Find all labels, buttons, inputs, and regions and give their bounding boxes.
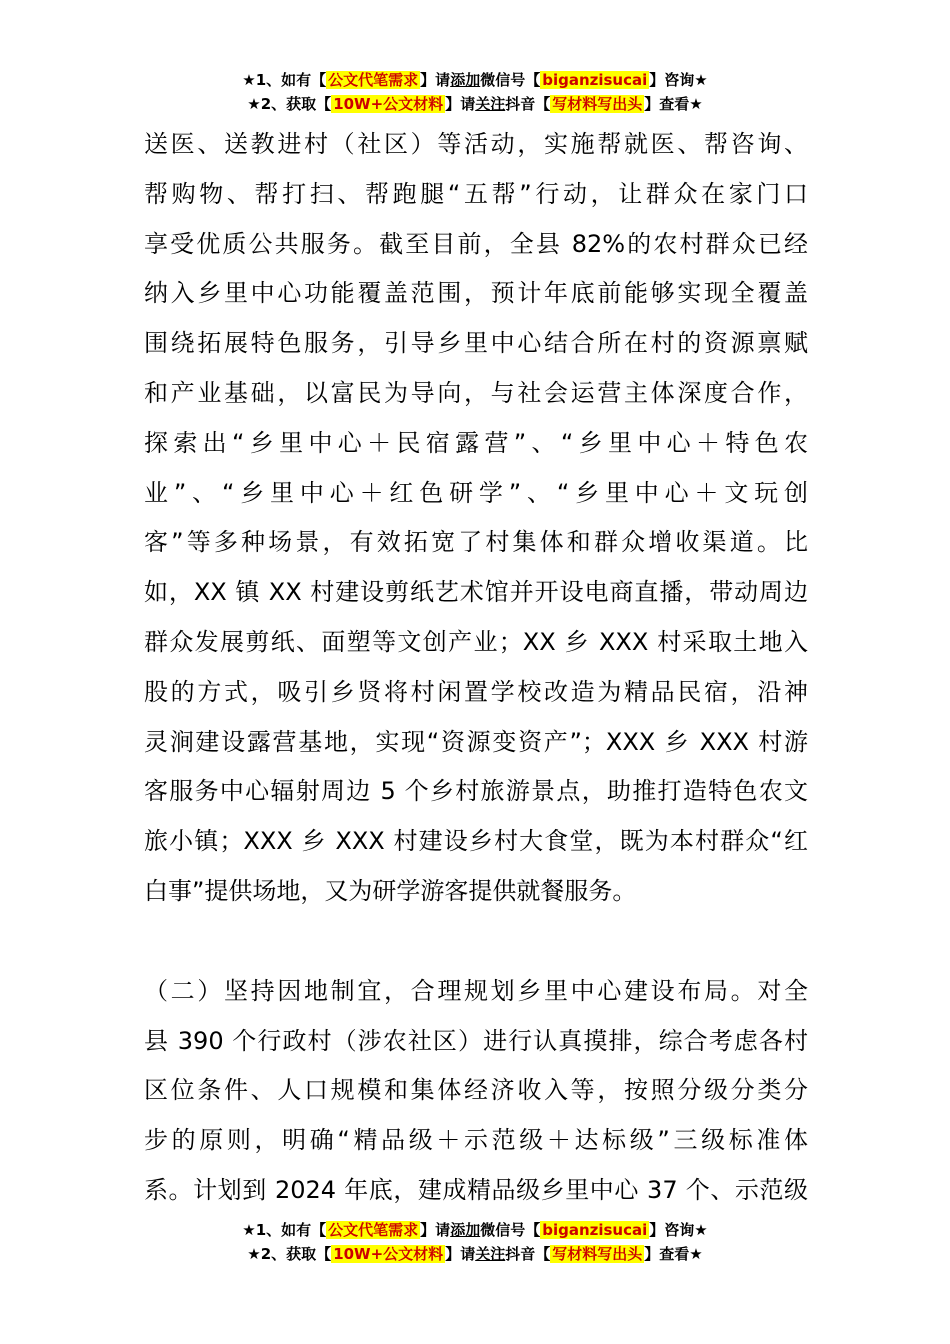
banner-line-1 xyxy=(0,1218,950,1242)
highlight-text: biganzisucai xyxy=(542,1221,648,1239)
banner-text: ★2、获取【 xyxy=(247,1245,332,1263)
banner-text: 】请 xyxy=(445,95,476,113)
text-line: 业”、“乡里中心＋红色研学”、“乡里中心＋文玩创 xyxy=(144,478,808,507)
text-line: 县 390 个行政村（涉农社区）进行认真摸排，综合考虑各村 xyxy=(144,1026,808,1055)
header-banner xyxy=(0,68,950,116)
highlight-text: 公文代笔需求 xyxy=(328,71,419,89)
text-line: 和产业基础，以富民为导向，与社会运营主体深度合作， xyxy=(144,378,808,407)
banner-text: ★1、如有【 xyxy=(242,1221,327,1239)
underlined-text: 添加 xyxy=(450,1221,481,1239)
paragraph-1 xyxy=(144,120,808,917)
banner-line-2 xyxy=(0,1242,950,1266)
highlight-text: biganzisucai xyxy=(542,71,648,89)
banner-text: 】请 xyxy=(420,1221,451,1239)
banner-line-2 xyxy=(0,92,950,116)
text-line: 纳入乡里中心功能覆盖范围，预计年底前能够实现全覆盖 xyxy=(144,279,808,308)
text-line: 客服务中心辐射周边 5 个乡村旅游景点，助推打造特色农文 xyxy=(144,777,808,806)
footer-banner xyxy=(0,1218,950,1266)
banner-line-1 xyxy=(0,68,950,92)
banner-text: ★1、如有【 xyxy=(242,71,327,89)
banner-text: 抖音【 xyxy=(505,95,551,113)
text-line: 送医、送教进村（社区）等活动，实施帮就医、帮咨询、 xyxy=(144,130,808,158)
text-line: 围绕拓展特色服务，引导乡里中心结合所在村的资源禀赋 xyxy=(144,329,808,358)
text-line: 步的原则，明确“精品级＋示范级＋达标级”三级标准体 xyxy=(144,1126,808,1155)
highlight-text: 写材料写出头 xyxy=(552,1245,643,1263)
banner-text: 微信号【 xyxy=(480,1221,541,1239)
banner-text: 】咨询★ xyxy=(649,1221,708,1239)
paragraph-2 xyxy=(144,967,808,1216)
banner-text: 】查看★ xyxy=(644,1245,703,1263)
underlined-text: 关注 xyxy=(475,1245,506,1263)
highlight-text: 写材料写出头 xyxy=(552,95,643,113)
text-line: 区位条件、人口规模和集体经济收入等，按照分级分类分 xyxy=(144,1076,808,1105)
text-line: 客”等多种场景，有效拓宽了村集体和群众增收渠道。比 xyxy=(144,528,808,557)
banner-text: 微信号【 xyxy=(480,71,541,89)
underlined-text: 添加 xyxy=(450,71,481,89)
document-body xyxy=(144,120,808,1216)
text-line: 白事”提供场地，又为研学游客提供就餐服务。 xyxy=(144,876,637,905)
text-line: 享受优质公共服务。截至目前，全县 82%的农村群众已经 xyxy=(144,229,808,258)
banner-text: ★2、获取【 xyxy=(247,95,332,113)
banner-text: 】咨询★ xyxy=(649,71,708,89)
text-line: 帮购物、帮打扫、帮跑腿“五帮”行动，让群众在家门口 xyxy=(144,179,808,208)
underlined-text: 关注 xyxy=(475,95,506,113)
text-line: 股的方式，吸引乡贤将村闲置学校改造为精品民宿，沿神 xyxy=(144,677,808,706)
highlight-text: 10W+公文材料 xyxy=(333,95,444,113)
highlight-text: 公文代笔需求 xyxy=(328,1221,419,1239)
banner-text: 】请 xyxy=(445,1245,476,1263)
text-line: （二）坚持因地制宜，合理规划乡里中心建设布局。对全 xyxy=(144,976,808,1005)
text-line: 旅小镇；XXX 乡 XXX 村建设乡村大食堂，既为本村群众“红 xyxy=(144,827,808,856)
text-line: 群众发展剪纸、面塑等文创产业；XX 乡 XXX 村采取土地入 xyxy=(144,627,808,656)
text-line: 系。计划到 2024 年底，建成精品级乡里中心 37 个、示范级 xyxy=(144,1175,808,1204)
text-line: 灵涧建设露营基地，实现“资源变资产”；XXX 乡 XXX 村游 xyxy=(144,727,808,756)
text-line: 如，XX 镇 XX 村建设剪纸艺术馆并开设电商直播，带动周边 xyxy=(144,578,808,607)
banner-text: 】查看★ xyxy=(644,95,703,113)
text-line: 探索出“乡里中心＋民宿露营”、“乡里中心＋特色农 xyxy=(144,428,808,457)
paragraph-gap xyxy=(144,917,808,967)
banner-text: 】请 xyxy=(420,71,451,89)
highlight-text: 10W+公文材料 xyxy=(333,1245,444,1263)
banner-text: 抖音【 xyxy=(505,1245,551,1263)
